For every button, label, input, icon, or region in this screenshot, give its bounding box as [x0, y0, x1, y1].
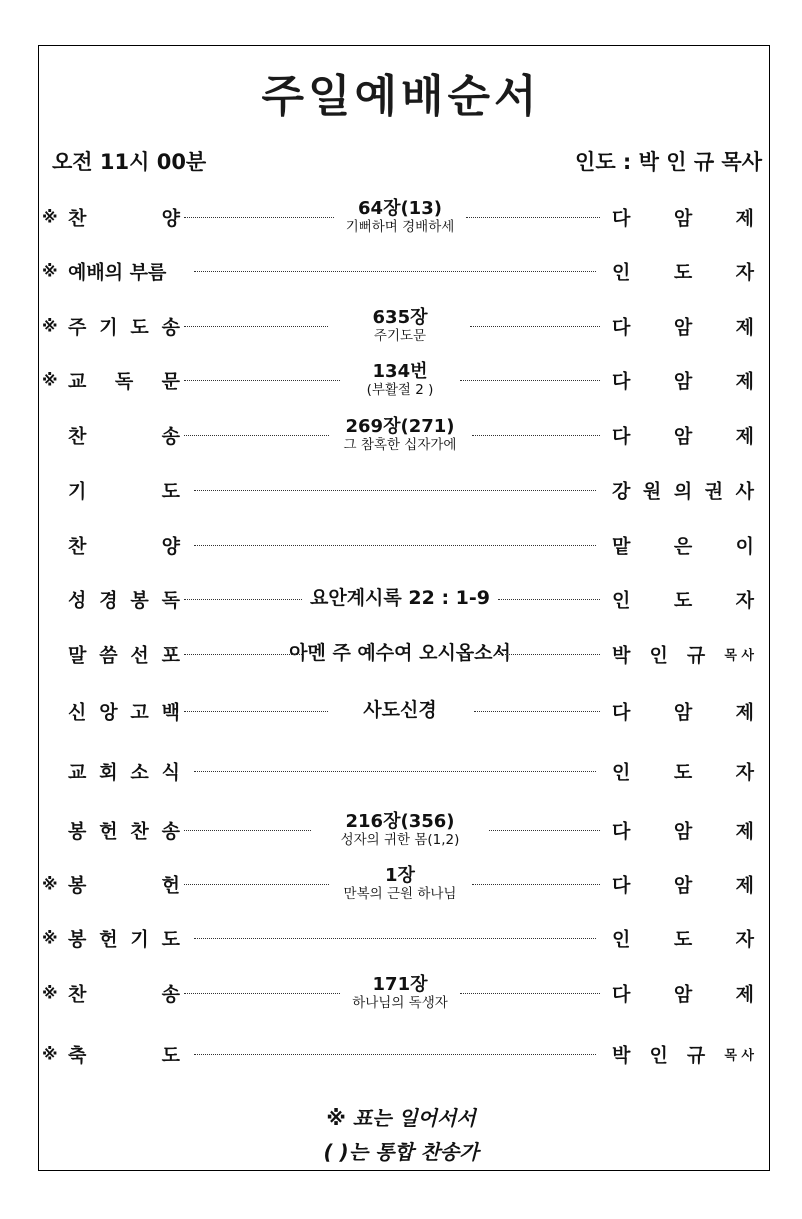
- standing-mark: ※: [42, 316, 58, 336]
- order-item-name-char: 봉: [68, 820, 87, 843]
- order-item-person-char: 규: [686, 1044, 706, 1067]
- order-item-person-char: 인: [612, 928, 631, 951]
- order-item-name-char: 헌: [161, 874, 180, 897]
- order-item-name-char: 송: [161, 316, 180, 339]
- order-item-person-char: 인: [649, 1044, 668, 1067]
- dotted-leader: [184, 380, 340, 381]
- order-item-person-char: 자: [735, 928, 754, 951]
- dotted-leader: [194, 545, 596, 546]
- order-item: [0, 973, 802, 1013]
- order-item-person-char: 암: [673, 701, 693, 724]
- order-item-name-char: 봉: [130, 589, 149, 612]
- order-item-name-char: 봉: [68, 874, 87, 897]
- order-item-person-char: 암: [673, 983, 693, 1006]
- hymn-title: 기뻐하며 경배하세: [345, 218, 455, 235]
- order-item-person-char: 다: [612, 701, 631, 724]
- order-item: [0, 525, 802, 565]
- order-item: [0, 360, 802, 400]
- order-item-name-char: 선: [130, 644, 149, 667]
- order-item-person: [612, 204, 754, 231]
- order-item-name: [68, 422, 180, 449]
- order-item-name-char: 포: [161, 644, 180, 667]
- order-item-name-char: 기: [68, 480, 87, 503]
- order-item-name: [68, 313, 180, 340]
- order-item-name-char: 송: [161, 820, 180, 843]
- order-item-person-char: 제: [735, 983, 754, 1006]
- order-item-person: [612, 532, 754, 559]
- order-item-person-char: 암: [673, 820, 693, 843]
- order-item-person-char: 의: [673, 480, 693, 503]
- order-item-name-char: 헌: [99, 820, 118, 843]
- order-item-name: [68, 204, 180, 231]
- order-item-name-char: 송: [161, 425, 180, 448]
- order-item-name: [68, 925, 180, 952]
- order-item-person: [612, 258, 754, 285]
- dotted-leader: [460, 993, 600, 994]
- order-item-person: [612, 641, 754, 668]
- dotted-leader: [194, 271, 596, 272]
- order-item: [0, 918, 802, 958]
- dotted-leader: [194, 938, 596, 939]
- dotted-leader: [184, 711, 328, 712]
- order-item-person-char: 권: [704, 480, 724, 503]
- order-item-name-char: 성: [68, 589, 87, 612]
- order-item-person-char: 도: [673, 589, 693, 612]
- order-item: [0, 251, 802, 291]
- order-item: [0, 470, 802, 510]
- order-item-person-char: 자: [735, 589, 754, 612]
- order-item-name-char: 찬: [68, 983, 87, 1006]
- order-item-name: [68, 871, 180, 898]
- standing-mark: ※: [42, 261, 58, 281]
- standing-mark: ※: [42, 207, 58, 227]
- order-item-name: [68, 641, 180, 668]
- order-item-person-char: 제: [735, 820, 754, 843]
- dotted-leader: [194, 490, 596, 491]
- order-item-name-char: 고: [130, 701, 149, 724]
- order-item-person-char: 이: [735, 535, 754, 558]
- order-item-person-char: 다: [612, 370, 631, 393]
- order-item-name: [68, 258, 180, 285]
- service-time: 오전 11시 00분: [52, 150, 207, 174]
- standing-mark: ※: [42, 874, 58, 894]
- order-item-name-char: 소: [130, 761, 149, 784]
- order-item-name-char: 송: [161, 983, 180, 1006]
- order-item-person-char: 암: [673, 316, 693, 339]
- order-item-name-char: 식: [161, 761, 180, 784]
- order-item-person-char: 암: [673, 874, 693, 897]
- hymn-number: 269장(271): [345, 415, 455, 437]
- order-item-name-char: 찬: [68, 207, 87, 230]
- order-item: [0, 691, 802, 731]
- standing-mark: ※: [42, 1044, 58, 1064]
- order-item-person-char: 다: [612, 425, 631, 448]
- dotted-leader: [194, 1054, 596, 1055]
- dotted-leader: [184, 599, 302, 600]
- standing-mark: ※: [42, 928, 58, 948]
- order-item-person-char: 박: [612, 1044, 631, 1067]
- dotted-leader: [472, 884, 601, 885]
- order-item-person-char: 목 사: [724, 1048, 754, 1064]
- order-item-name-char: 도: [161, 1044, 180, 1067]
- order-item-person: [612, 817, 754, 844]
- order-item-name-char: 양: [161, 535, 180, 558]
- hymn-title: 그 참혹한 십자가에: [343, 436, 457, 453]
- hymn-title: 만복의 근원 하나님: [343, 885, 457, 902]
- dotted-leader: [489, 830, 600, 831]
- order-item: [0, 306, 802, 346]
- footer-note-hymnal: ( )는 통합 찬송가: [323, 1140, 479, 1164]
- standing-mark: ※: [42, 370, 58, 390]
- order-item: [0, 810, 802, 850]
- order-item-person: [612, 367, 754, 394]
- dotted-leader: [184, 326, 328, 327]
- order-item-person-char: 제: [735, 370, 754, 393]
- dotted-leader: [184, 217, 334, 218]
- order-item-person-char: 다: [612, 983, 631, 1006]
- order-item-name-char: 앙: [99, 701, 118, 724]
- order-item-name-char: 신: [68, 701, 87, 724]
- order-item-person-char: 인: [612, 761, 631, 784]
- order-item: [0, 751, 802, 791]
- order-item-person-char: 은: [673, 535, 693, 558]
- order-item-person-char: 다: [612, 207, 631, 230]
- order-item-name-char: 봉: [68, 928, 87, 951]
- order-item: [0, 579, 802, 619]
- dotted-leader: [498, 599, 600, 600]
- dotted-leader: [184, 654, 302, 655]
- order-item-person-char: 목 사: [724, 648, 754, 664]
- dotted-leader: [498, 654, 600, 655]
- order-item-person-char: 암: [673, 425, 693, 448]
- order-item-name: [68, 586, 180, 613]
- order-item-person-char: 다: [612, 874, 631, 897]
- order-item-name-char: 도: [130, 316, 149, 339]
- order-item-person: [612, 980, 754, 1007]
- order-item-person: [612, 758, 754, 785]
- order-item-person-char: 도: [673, 261, 693, 284]
- standing-mark: ※: [42, 983, 58, 1003]
- order-item-person-char: 원: [642, 480, 662, 503]
- order-item-person-char: 자: [735, 761, 754, 784]
- order-item-person-char: 다: [612, 820, 631, 843]
- order-item-person-char: 다: [612, 316, 631, 339]
- order-item-person-char: 인: [612, 261, 631, 284]
- page-title: 주일예배순서: [261, 71, 541, 122]
- dotted-leader: [466, 217, 600, 218]
- order-item: [0, 415, 802, 455]
- order-item-name: [68, 817, 180, 844]
- order-item-name-char: 회: [99, 761, 118, 784]
- hymn-title: 성자의 귀한 몸(1,2): [340, 831, 460, 848]
- order-item-name: [68, 698, 180, 725]
- dotted-leader: [474, 711, 600, 712]
- order-item-name: [68, 1041, 180, 1068]
- order-item: [0, 864, 802, 904]
- order-item-person-char: 사: [735, 480, 754, 503]
- order-item-person-char: 제: [735, 701, 754, 724]
- dotted-leader: [184, 993, 340, 994]
- order-item-name-char: 독: [161, 589, 180, 612]
- order-item-person-char: 제: [735, 425, 754, 448]
- order-item-name-char: 씀: [99, 644, 118, 667]
- order-item-person-char: 제: [735, 874, 754, 897]
- order-item-name-char: 기: [99, 316, 118, 339]
- order-item-person: [612, 925, 754, 952]
- order-item-name: [68, 532, 180, 559]
- hymn-number: 171장: [372, 973, 428, 995]
- order-item-person-char: 강: [612, 480, 631, 503]
- order-item-name: [68, 980, 180, 1007]
- order-item-name-char: 양: [161, 207, 180, 230]
- order-item-person: [612, 586, 754, 613]
- order-item-name-char: 헌: [99, 928, 118, 951]
- order-item-person-char: 제: [735, 207, 754, 230]
- order-item-person-char: 도: [673, 761, 693, 784]
- order-item-person: [612, 871, 754, 898]
- order-item-name-char: 백: [161, 701, 180, 724]
- order-item-person: [612, 477, 754, 504]
- order-item-person-char: 인: [612, 589, 631, 612]
- order-item-person-char: 인: [649, 644, 668, 667]
- hymn-number: 1장: [385, 864, 415, 886]
- footer-note-standing: ※ 표는 일어서서: [326, 1106, 476, 1130]
- order-item-name-char: 경: [99, 589, 118, 612]
- order-item-name-char: 예배의 부름: [68, 261, 167, 284]
- order-item-person: [612, 313, 754, 340]
- order-item-name-char: 독: [114, 370, 134, 393]
- order-item-text: 사도신경: [363, 699, 437, 722]
- hymn-number: 134번: [372, 360, 428, 382]
- dotted-leader: [460, 380, 600, 381]
- order-item-name-char: 찬: [68, 535, 87, 558]
- order-item-name-char: 교: [68, 370, 87, 393]
- order-item-person: [612, 698, 754, 725]
- order-item-name: [68, 758, 180, 785]
- dotted-leader: [184, 435, 329, 436]
- order-item: [0, 634, 802, 674]
- dotted-leader: [184, 830, 311, 831]
- order-item-name-char: 문: [161, 370, 180, 393]
- order-item: [0, 197, 802, 237]
- order-item-name: [68, 367, 180, 394]
- order-item-name-char: 주: [68, 316, 87, 339]
- order-item-name-char: 말: [68, 644, 87, 667]
- order-item-person: [612, 422, 754, 449]
- order-item-name: [68, 477, 180, 504]
- dotted-leader: [194, 771, 596, 772]
- hymn-title: (부활절 2 ): [366, 381, 434, 398]
- order-item-name-char: 교: [68, 761, 87, 784]
- dotted-leader: [184, 884, 329, 885]
- service-leader: 인도 : 박 인 규 목사: [575, 150, 762, 174]
- order-item-name-char: 기: [130, 928, 149, 951]
- order-item-name-char: 찬: [68, 425, 87, 448]
- hymn-number: 64장(13): [358, 197, 442, 219]
- order-item-name-char: 도: [161, 480, 180, 503]
- order-item: [0, 1034, 802, 1074]
- order-item-name-char: 축: [68, 1044, 87, 1067]
- order-item-name-char: 찬: [130, 820, 149, 843]
- order-item-person-char: 제: [735, 316, 754, 339]
- order-item-person-char: 규: [686, 644, 706, 667]
- order-item-text: 아멘 주 예수여 오시옵소서: [289, 642, 511, 665]
- hymn-title: 하나님의 독생자: [352, 994, 448, 1011]
- hymn-number: 635장: [372, 306, 428, 328]
- dotted-leader: [470, 326, 600, 327]
- order-item-name-char: 도: [161, 928, 180, 951]
- order-item-person-char: 맡: [612, 535, 631, 558]
- order-item-person-char: 박: [612, 644, 631, 667]
- order-item-text: 요안계시록 22 : 1-9: [310, 587, 490, 610]
- order-item-person-char: 자: [735, 261, 754, 284]
- order-item-person: [612, 1041, 754, 1068]
- hymn-number: 216장(356): [345, 810, 455, 832]
- order-item-person-char: 도: [673, 928, 693, 951]
- dotted-leader: [472, 435, 601, 436]
- order-item-person-char: 암: [673, 207, 693, 230]
- order-item-person-char: 암: [673, 370, 693, 393]
- hymn-title: 주기도문: [373, 327, 427, 344]
